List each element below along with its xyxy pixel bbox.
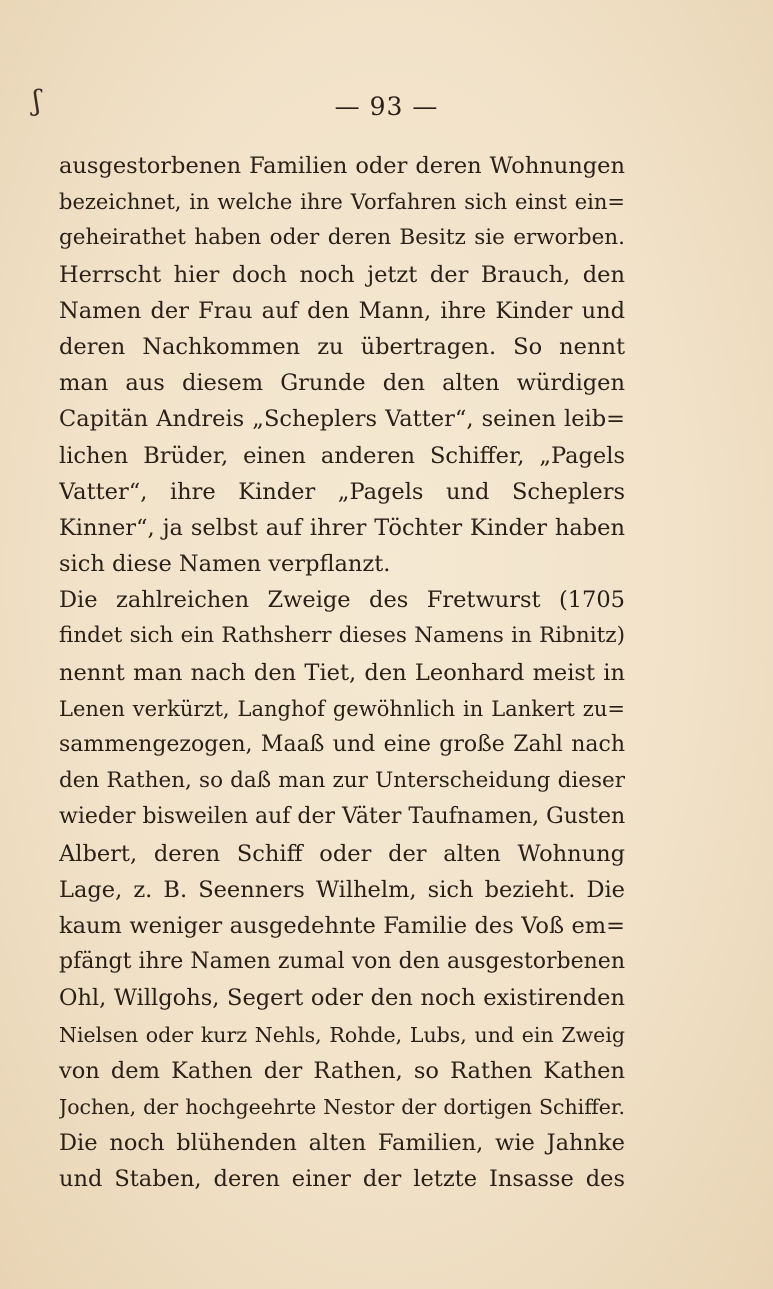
text-line: Die noch blühenden alten Familien, wie Jahnke — [59, 1130, 625, 1157]
text-line: pfängt ihre Namen zumal von den ausgestorbenen — [59, 949, 625, 975]
text-line: geheirathet haben oder deren Besitz sie erworben. — [59, 225, 625, 251]
text-line: Albert, deren Schiff oder der alten Wohnung — [59, 840, 625, 867]
text-line: Jochen, der hochgeehrte Nestor der dortigen Schiffer. — [59, 1094, 625, 1119]
text-line: und Staben, deren einer der letzte Insasse des — [59, 1166, 625, 1193]
text-line: Kinner“, ja selbst auf ihrer Töchter Kinder haben — [59, 514, 625, 541]
text-line: findet sich ein Rathsherr dieses Namens in Ribnitz) — [59, 623, 625, 649]
text-line: sammengezogen, Maaß und eine große Zahl nach — [59, 732, 625, 757]
text-line: von dem Kathen der Rathen, so Rathen Kathen — [59, 1057, 625, 1084]
text-line: man aus diesem Grunde den alten würdigen — [59, 370, 625, 397]
text-line: nennt man nach den Tiet, den Leonhard meist in — [59, 659, 625, 686]
text-line: ausgestorbenen Familien oder deren Wohnungen — [59, 153, 625, 179]
text-line: kaum weniger ausgedehnte Familie des Voß em= — [59, 912, 625, 939]
text-line: bezeichnet, in welche ihre Vorfahren sich einst ein= — [59, 190, 625, 215]
text-line: Nielsen oder kurz Nehls, Rohde, Lubs, und ein Zweig — [59, 1022, 625, 1047]
text-line: Vatter“, ihre Kinder „Pagels und Scheplers — [59, 478, 625, 505]
text-line: den Rathen, so daß man zur Unterscheidung dieser — [59, 768, 625, 794]
margin-mark: ʃ — [33, 84, 41, 117]
text-line: wieder bisweilen auf der Väter Taufnamen, Gusten — [59, 804, 625, 830]
text-line: Ohl, Willgohs, Segert oder den noch existirenden — [59, 985, 625, 1012]
page-number: — 93 — — [334, 92, 439, 121]
text-line: deren Nachkommen zu übertragen. So nennt — [59, 333, 625, 360]
text-line: Lenen verkürzt, Langhof gewöhnlich in Lankert zu= — [59, 696, 625, 721]
body-text — [59, 148, 625, 1197]
text-line: Herrscht hier doch noch jetzt der Brauch, den — [59, 261, 625, 288]
text-line: sich diese Namen verpflanzt. — [59, 551, 391, 578]
text-line: Capitän Andreis „Scheplers Vatter“, seinen leib= — [59, 406, 625, 433]
text-line: Namen der Frau auf den Mann, ihre Kinder und — [59, 297, 625, 324]
text-line: Die zahlreichen Zweige des Fretwurst (1705 — [59, 587, 625, 614]
text-line: Lage, z. B. Seenners Wilhelm, sich bezieht. Die — [59, 876, 625, 903]
text-line: lichen Brüder, einen anderen Schiffer, „Pagels — [59, 442, 625, 469]
